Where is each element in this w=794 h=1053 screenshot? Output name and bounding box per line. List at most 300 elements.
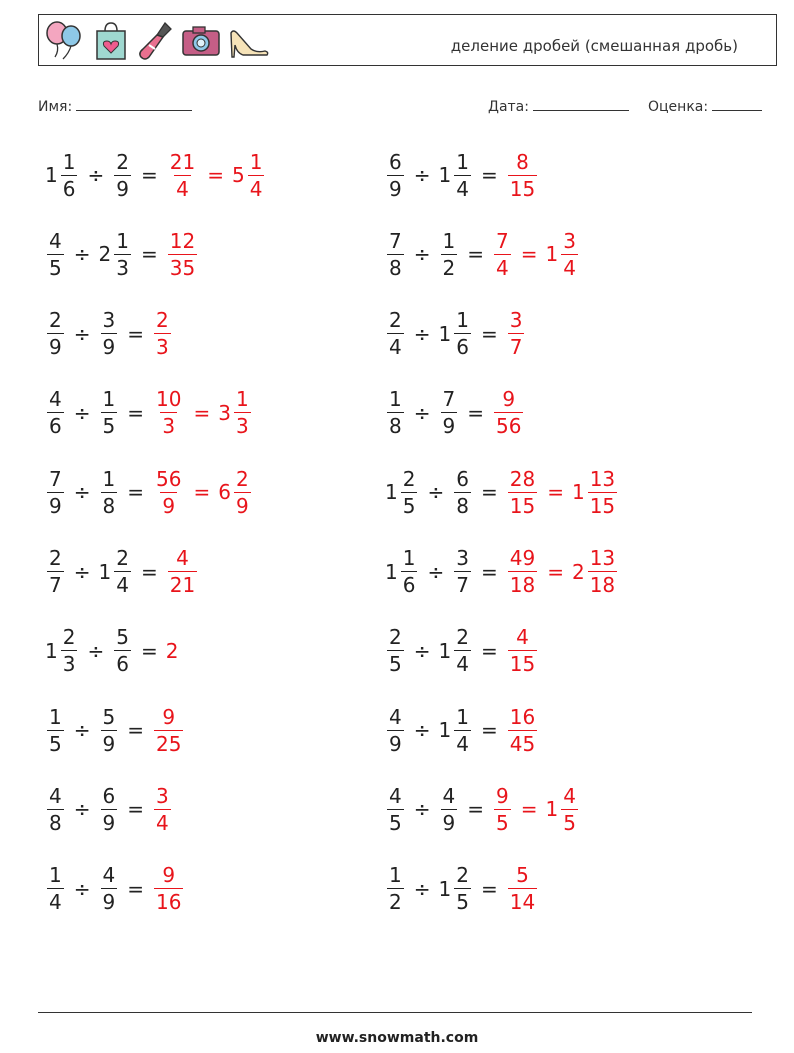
divisor-number: [98, 228, 133, 280]
answer-number: [506, 863, 539, 915]
divisor-number: [439, 783, 460, 835]
divide-sign: ÷: [413, 242, 431, 267]
answer-mixed-numerator: 1: [235, 387, 249, 412]
dividend-numerator: 2: [62, 625, 76, 650]
answer-mixed-fraction: [588, 548, 617, 595]
answer-fraction: [508, 308, 525, 360]
answer-mixed-whole: 1: [571, 480, 585, 505]
answer-fraction: [508, 625, 537, 677]
dividend-denominator: 4: [389, 335, 402, 360]
equals-sign: =: [467, 400, 484, 425]
problem-item: [385, 145, 539, 205]
answer-number: [506, 625, 539, 677]
dividend-fraction: [47, 466, 64, 518]
divisor-number: [438, 625, 473, 677]
dividend-number: [385, 783, 406, 835]
dividend-whole: 1: [45, 638, 58, 663]
divide-sign: ÷: [73, 321, 91, 346]
answer-mixed-numerator: 4: [563, 783, 576, 808]
divisor-fraction: [454, 149, 471, 201]
problem-item: [385, 621, 539, 681]
divisor-number: [99, 308, 120, 360]
divisor-fraction: [114, 625, 131, 677]
answer-denominator: 9: [162, 493, 176, 518]
dividend-number: [385, 228, 406, 280]
problem-item: [385, 542, 619, 602]
answer: [152, 783, 173, 835]
divide-sign: ÷: [73, 559, 91, 584]
name-field: [38, 96, 192, 115]
answer-mixed-denominator: 4: [249, 176, 263, 201]
divide-sign: ÷: [73, 718, 91, 743]
answer-number: [166, 548, 199, 595]
divide-sign: ÷: [413, 321, 431, 346]
divisor-denominator: 8: [456, 493, 469, 518]
dividend-number: [45, 704, 66, 756]
dividend-number: [45, 863, 66, 915]
equals-sign: =: [127, 321, 144, 346]
divisor-denominator: 9: [116, 176, 129, 201]
divisor-fraction: [454, 548, 471, 595]
divisor-denominator: 2: [442, 255, 456, 280]
answer: [152, 704, 185, 756]
answer-numerator: 49: [509, 546, 536, 570]
answer: [506, 308, 527, 360]
dividend-fraction: [387, 149, 404, 201]
answer-mixed-numerator: 13: [589, 546, 616, 570]
answer: [506, 625, 539, 677]
answer-mixed-denominator: 18: [589, 573, 616, 597]
answer-fraction: [508, 863, 537, 915]
answer-mixed-numerator: 2: [235, 466, 249, 491]
divisor-numerator: 1: [116, 228, 129, 253]
problem-item: [45, 462, 253, 522]
dividend-fraction: [47, 308, 64, 360]
divisor-number: [99, 466, 120, 518]
answer-number: [506, 466, 539, 518]
divisor-number: [438, 149, 473, 201]
header-icons: [43, 19, 271, 63]
divisor-denominator: 6: [456, 335, 469, 360]
divisor-number: [99, 387, 120, 439]
answer-mixed-whole: 6: [218, 480, 231, 505]
answer-mixed-whole: 1: [545, 242, 559, 267]
dividend-numerator: 2: [49, 546, 62, 570]
dividend-number: [385, 863, 406, 915]
dividend-denominator: 6: [402, 573, 416, 597]
dividend-whole: 1: [385, 559, 398, 584]
divisor-denominator: 6: [116, 652, 129, 677]
dividend-fraction: [61, 149, 78, 201]
answer-fraction: [154, 466, 183, 518]
answer-mixed-fraction: [234, 387, 251, 439]
problem-item: [385, 304, 526, 364]
divide-sign: ÷: [413, 797, 431, 822]
dividend-numerator: 4: [389, 783, 402, 808]
dividend-denominator: 5: [402, 493, 416, 518]
answer: [166, 639, 180, 663]
answer-numerator: 9: [162, 704, 176, 729]
dividend-number: [385, 149, 406, 201]
answer-numerator: 3: [156, 783, 169, 808]
dividend-number: [45, 625, 79, 677]
divisor-number: [438, 308, 473, 360]
divide-sign: ÷: [413, 718, 431, 743]
answer-fraction: [508, 704, 537, 756]
answer-mixed-number: [545, 228, 580, 280]
dividend-denominator: 4: [49, 890, 62, 915]
divisor-number: [438, 863, 473, 915]
problem-item: [45, 383, 253, 443]
dividend-denominator: 7: [49, 573, 62, 597]
answer-denominator: 18: [509, 573, 536, 597]
divisor-denominator: 9: [442, 810, 456, 835]
dividend-denominator: 8: [389, 255, 402, 280]
answer-fraction: [154, 863, 183, 915]
divisor-numerator: 6: [456, 466, 469, 491]
dividend-number: [45, 228, 66, 280]
problem-item: [385, 383, 525, 443]
answer-mixed-fraction: [561, 228, 578, 280]
dividend-number: [385, 308, 406, 360]
problem-item: [385, 224, 580, 284]
answer-number: [152, 308, 173, 360]
answer-equals-sign: =: [193, 480, 211, 505]
divisor-fraction: [101, 783, 118, 835]
problem-item: [45, 304, 173, 364]
answer-mixed-number: [572, 548, 619, 595]
dividend-numerator: 1: [389, 863, 402, 888]
divisor-number: [99, 548, 133, 595]
problem-item: [45, 700, 185, 760]
answer: [152, 863, 185, 915]
dividend-number: [385, 387, 406, 439]
divisor-numerator: 4: [442, 783, 456, 808]
divide-sign: ÷: [73, 400, 91, 425]
divisor-number: [452, 466, 473, 518]
answer-numerator: 8: [516, 149, 529, 174]
dividend-numerator: 1: [402, 546, 416, 570]
divisor-numerator: 1: [442, 228, 456, 253]
answer-mixed-number: [571, 466, 619, 518]
answer-fraction: [168, 228, 197, 280]
answer-fraction: [154, 308, 171, 360]
answer-numerator: 4: [176, 546, 189, 570]
answer-mixed-denominator: 15: [589, 493, 616, 518]
dividend-number: [45, 466, 66, 518]
answer: [166, 228, 199, 280]
dividend-denominator: 6: [62, 176, 76, 201]
answer-numerator: 4: [516, 625, 529, 650]
problem-item: [385, 859, 539, 919]
answer: [492, 228, 580, 280]
dividend-fraction: [387, 704, 404, 756]
divisor-denominator: 5: [456, 890, 469, 915]
answer-number: [506, 548, 539, 595]
footer-divider: [38, 1012, 752, 1013]
dividend-numerator: 4: [49, 387, 62, 412]
divisor-denominator: 4: [456, 731, 469, 756]
divisor-fraction: [114, 228, 131, 280]
divisor-fraction: [441, 387, 458, 439]
divide-sign: ÷: [413, 876, 431, 901]
answer-fraction: [168, 548, 197, 595]
divisor-numerator: 1: [102, 387, 116, 412]
answer: [166, 149, 267, 201]
equals-sign: =: [467, 797, 484, 822]
dividend-numerator: 2: [389, 625, 402, 650]
equals-sign: =: [140, 559, 158, 584]
answer-number: [492, 387, 525, 439]
divisor-denominator: 5: [102, 414, 116, 439]
answer-mixed-numerator: 1: [249, 149, 263, 174]
answer-mixed-denominator: 5: [563, 810, 576, 835]
divisor-numerator: 1: [102, 466, 116, 491]
answer: [152, 466, 253, 518]
dividend-denominator: 9: [389, 731, 402, 756]
answer-denominator: 15: [509, 493, 536, 518]
dividend-numerator: 1: [389, 387, 402, 412]
dividend-fraction: [387, 387, 404, 439]
answer: [492, 783, 580, 835]
problem-item: [45, 542, 199, 602]
dividend-numerator: 2: [389, 308, 402, 333]
answer-number: [152, 387, 185, 439]
divisor-number: [99, 704, 120, 756]
answer-mixed-denominator: 9: [235, 493, 249, 518]
answer-numerator: 2: [156, 308, 169, 333]
divisor-number: [112, 625, 133, 677]
problem-item: [45, 859, 185, 919]
divisor-numerator: 2: [116, 546, 129, 570]
equals-sign: =: [480, 480, 498, 505]
answer-fraction: [168, 149, 197, 201]
answer-denominator: 5: [496, 810, 509, 835]
date-blank: [533, 96, 629, 111]
balloons-icon: [43, 19, 87, 63]
answer-mixed-numerator: 3: [563, 228, 576, 253]
answer-fraction: [508, 466, 537, 518]
equals-sign: =: [127, 400, 144, 425]
answer-denominator: 21: [169, 573, 196, 597]
answer-fraction: [508, 548, 537, 595]
divide-sign: ÷: [427, 559, 445, 584]
answer-number: [506, 704, 539, 756]
answer-denominator: 4: [156, 810, 169, 835]
divisor-numerator: 2: [116, 149, 129, 174]
footer-site: www.snowmath.com: [315, 1030, 479, 1046]
dividend-fraction: [401, 548, 418, 595]
dividend-number: [45, 783, 66, 835]
dividend-number: [45, 548, 66, 595]
divisor-number: [99, 863, 120, 915]
answer: [152, 387, 253, 439]
divisor-denominator: 9: [102, 731, 116, 756]
answer-denominator: 45: [509, 731, 536, 756]
divisor-denominator: 9: [442, 414, 456, 439]
divisor-numerator: 1: [456, 308, 469, 333]
problem-item: [385, 462, 619, 522]
equals-sign: =: [480, 638, 498, 663]
answer-mixed-number: [218, 466, 252, 518]
dividend-fraction: [387, 783, 404, 835]
divisor-denominator: 9: [102, 335, 116, 360]
divisor-number: [438, 704, 473, 756]
answer-numerator: 16: [509, 704, 536, 729]
answer-equals-sign: =: [520, 797, 538, 822]
equals-sign: =: [480, 163, 498, 187]
worksheet-header: [38, 14, 777, 66]
answer-fraction: [508, 149, 537, 201]
problem-item: [45, 621, 179, 681]
answer-equals-sign: =: [547, 480, 564, 505]
answer-number: [506, 149, 539, 201]
divisor-fraction: [454, 704, 471, 756]
divisor-number: [112, 149, 133, 201]
problem-item: [385, 700, 539, 760]
dividend-denominator: 9: [389, 176, 402, 201]
answer-equals-sign: =: [193, 400, 211, 425]
dividend-fraction: [401, 466, 418, 518]
dividend-numerator: 2: [402, 466, 416, 491]
name-blank: [76, 96, 192, 111]
answer-mixed-whole: 3: [218, 400, 231, 425]
dividend-numerator: 1: [49, 704, 62, 729]
equals-sign: =: [127, 480, 144, 505]
divide-sign: ÷: [413, 163, 431, 187]
answer-number: [166, 149, 199, 201]
divisor-number: [439, 228, 460, 280]
answer-denominator: 14: [509, 890, 536, 915]
answer-mixed-whole: 5: [231, 163, 245, 187]
answer-mixed-fraction: [234, 466, 251, 518]
answer-fraction: [154, 704, 183, 756]
answer: [506, 548, 619, 595]
answer-denominator: 4: [496, 255, 509, 280]
answer-numerator: 9: [502, 387, 516, 412]
gift-bag-icon: [91, 19, 131, 63]
problem-item: [45, 145, 266, 205]
answer-number: [492, 228, 513, 280]
divisor-fraction: [441, 228, 458, 280]
divisor-denominator: 9: [102, 810, 116, 835]
answer-fraction: [154, 387, 183, 439]
divisor-fraction: [114, 548, 131, 595]
grade-label: Оценка:: [648, 99, 709, 115]
dividend-fraction: [47, 783, 64, 835]
answer-number: [506, 308, 527, 360]
answer-denominator: 16: [156, 890, 182, 915]
answer-numerator: 9: [162, 863, 176, 888]
divisor-whole: 1: [98, 559, 112, 584]
grade-blank: [712, 96, 762, 111]
answer-number: [152, 704, 185, 756]
answer-denominator: 3: [162, 414, 176, 439]
date-label: Дата:: [488, 99, 529, 115]
dividend-numerator: 1: [62, 149, 76, 174]
dividend-denominator: 5: [49, 255, 62, 280]
divisor-fraction: [441, 783, 458, 835]
answer-denominator: 35: [169, 255, 196, 280]
problem-item: [45, 224, 199, 284]
answer-denominator: 25: [156, 731, 182, 756]
answer-number: [166, 228, 199, 280]
answer-mixed-whole: 2: [571, 559, 585, 584]
dividend-number: [385, 466, 419, 518]
answer-numerator: 12: [169, 228, 196, 253]
divisor-fraction: [101, 308, 118, 360]
dividend-denominator: 6: [49, 414, 62, 439]
divide-sign: ÷: [73, 797, 91, 822]
answer: [166, 548, 199, 595]
divisor-denominator: 3: [116, 255, 129, 280]
divisor-numerator: 3: [102, 308, 116, 333]
equals-sign: =: [467, 242, 484, 267]
equals-sign: =: [480, 321, 498, 346]
equals-sign: =: [140, 638, 158, 663]
divisor-denominator: 4: [456, 652, 469, 677]
divisor-whole: 1: [438, 876, 452, 901]
answer-fraction: [154, 783, 171, 835]
answer-mixed-number: [231, 149, 266, 201]
divisor-numerator: 7: [442, 387, 456, 412]
answer: [506, 149, 539, 201]
divisor-whole: 1: [438, 163, 452, 187]
dividend-fraction: [47, 548, 64, 595]
dividend-number: [385, 625, 406, 677]
answer-denominator: 7: [509, 335, 523, 360]
divisor-fraction: [101, 466, 118, 518]
divisor-fraction: [454, 308, 471, 360]
answer: [506, 863, 539, 915]
answer-fraction: [494, 783, 511, 835]
divisor-denominator: 7: [456, 573, 469, 597]
dividend-numerator: 7: [49, 466, 62, 491]
answer: [506, 704, 539, 756]
divisor-fraction: [454, 863, 471, 915]
divisor-fraction: [101, 863, 118, 915]
name-label: Имя:: [38, 99, 73, 115]
dividend-denominator: 5: [389, 810, 402, 835]
divide-sign: ÷: [413, 638, 431, 663]
answer: [152, 308, 173, 360]
divide-sign: ÷: [413, 400, 431, 425]
dividend-number: [45, 387, 66, 439]
divisor-numerator: 4: [102, 863, 116, 888]
dividend-numerator: 2: [49, 308, 62, 333]
equals-sign: =: [140, 242, 158, 267]
high-heel-shoe-icon: [227, 19, 271, 63]
date-field: [488, 96, 629, 115]
dividend-denominator: 8: [49, 810, 62, 835]
answer-fraction: [494, 387, 523, 439]
answer-mixed-denominator: 4: [563, 255, 576, 280]
divisor-whole: 1: [438, 638, 452, 663]
grade-field: [648, 96, 762, 115]
dividend-fraction: [61, 625, 78, 677]
divisor-denominator: 4: [116, 573, 129, 597]
answer: [506, 466, 619, 518]
answer-mixed-numerator: 13: [589, 466, 616, 491]
divide-sign: ÷: [73, 876, 91, 901]
answer-number: [492, 783, 513, 835]
answer-numerator: 3: [509, 308, 523, 333]
answer-mixed-number: [545, 783, 580, 835]
divisor-numerator: 1: [456, 149, 469, 174]
divisor-numerator: 2: [456, 625, 469, 650]
divisor-whole: 2: [98, 242, 112, 267]
answer-mixed-fraction: [561, 783, 578, 835]
